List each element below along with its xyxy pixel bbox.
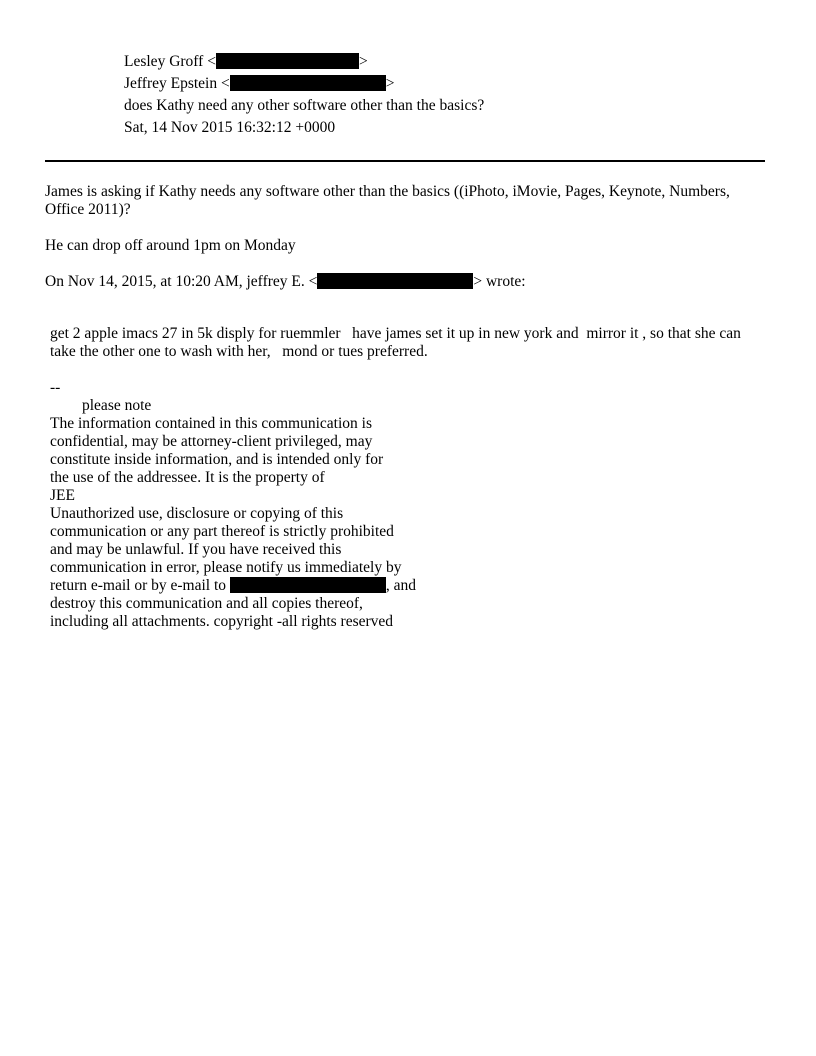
disclaimer-line: JEE (50, 487, 75, 504)
disclaimer-line: confidential, may be attorney-client privileged, may (50, 433, 373, 450)
body-paragraph-1: James is asking if Kathy needs any software other than the basics ((iPhoto, iMovie, Pages, Keynote, Numbers, Office 2011)? (45, 183, 730, 218)
redacted-email-block (216, 53, 359, 69)
disclaimer-line: constitute inside information, and is intended only for (50, 451, 384, 468)
disclaimer-line: destroy this communication and all copies thereof, (50, 595, 363, 612)
disclaimer-line: Unauthorized use, disclosure or copying of this (50, 505, 344, 522)
quote-intro-start: On Nov 14, 2015, at 10:20 AM, jeffrey E. < (45, 273, 318, 290)
body-paragraph-2: He can drop off around 1pm on Monday (45, 237, 296, 254)
disclaimer-line-end: , and (385, 577, 417, 594)
redacted-email-block (317, 273, 473, 289)
subject-value: does Kathy need any other software other than the basics? (124, 97, 485, 114)
disclaimer-line: and may be unlawful. If you have received this (50, 541, 342, 558)
quote-intro (45, 273, 770, 291)
redacted-email-block (230, 577, 386, 593)
redacted-email-block (230, 75, 386, 91)
header-divider (45, 160, 765, 162)
from-close: > (358, 53, 368, 70)
disclaimer-line: communication in error, please notify us immediately by (50, 559, 402, 576)
to-name: Jeffrey Epstein < (124, 75, 230, 92)
to-close: > (385, 75, 395, 92)
signature-block (50, 379, 416, 631)
disclaimer-line-redacted (50, 577, 416, 595)
quote-intro-end: > wrote: (473, 273, 526, 290)
disclaimer-line: including all attachments. copyright -all rights reserved (50, 613, 394, 630)
disclaimer-line: the use of the addressee. It is the property of (50, 469, 325, 486)
from-name: Lesley Groff < (124, 53, 216, 70)
disclaimer-line-start: return e-mail or by e-mail to (50, 577, 230, 594)
date-value: Sat, 14 Nov 2015 16:32:12 +0000 (124, 119, 336, 136)
disclaimer-line: please note (82, 397, 152, 414)
quoted-message: get 2 apple imacs 27 in 5k disply for ruemmler have james set it up in new york and mirror it , so that she can take the other one to wash with her, mond or tues preferred. (50, 325, 745, 360)
disclaimer-line: The information contained in this communication is (50, 415, 372, 432)
from-value (124, 52, 368, 72)
disclaimer-line: communication or any part thereof is strictly prohibited (50, 523, 394, 540)
signature-dashes: -- (50, 379, 61, 396)
to-value (124, 74, 394, 94)
